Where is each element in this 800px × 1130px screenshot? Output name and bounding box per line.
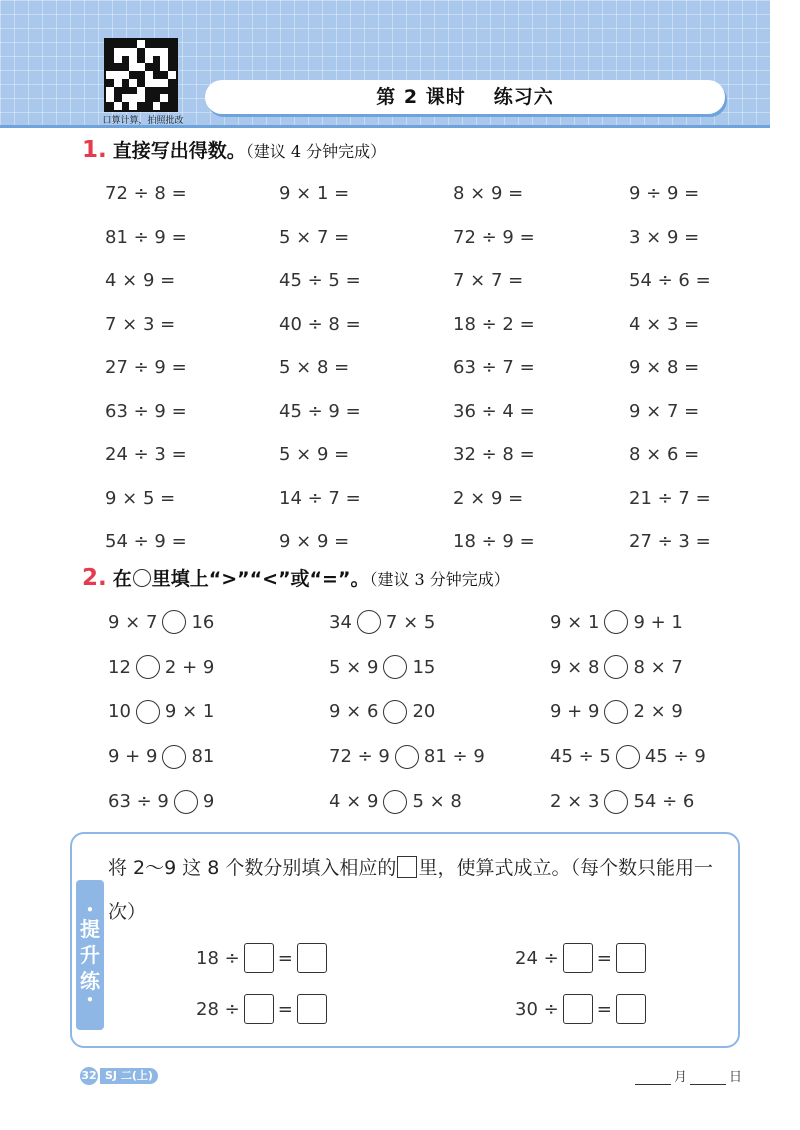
month-label: 月 — [673, 1070, 687, 1085]
problem-item: 45 ÷ 9 = — [279, 400, 361, 422]
extension-equation — [515, 943, 650, 973]
comparison-left: 63 ÷ 9 — [108, 791, 169, 813]
problem-item: 27 ÷ 9 = — [105, 357, 187, 378]
comparison-item — [329, 779, 550, 824]
answer-circle[interactable] — [383, 655, 407, 679]
problem-item: 2 × 9 = — [453, 487, 524, 509]
comparison-item — [550, 600, 750, 645]
section2-title-before: 在 — [112, 568, 132, 590]
equation-dividend: 18 ÷ — [196, 947, 240, 969]
comparison-item — [329, 600, 550, 645]
comparison-left: 9 × 8 — [550, 656, 600, 678]
problem-item: 8 × 6 = — [629, 444, 700, 465]
extension-tab-char: 提 — [80, 917, 100, 941]
qr-code-icon[interactable] — [104, 38, 178, 112]
extension-equation — [515, 994, 650, 1024]
problem-item: 5 × 7 = — [279, 226, 350, 248]
date-field — [632, 1066, 742, 1085]
problem-item: 36 ÷ 4 = — [453, 400, 535, 422]
answer-circle[interactable] — [604, 790, 628, 814]
extension-instruction — [108, 846, 728, 934]
lesson-label: 第 2 课时 — [376, 86, 466, 108]
header-banner — [0, 0, 770, 128]
problem-item: 9 × 1 = — [279, 183, 350, 204]
comparison-right: 20 — [412, 701, 436, 723]
answer-circle[interactable] — [357, 610, 381, 634]
page-number: 32 — [80, 1067, 98, 1085]
problem-item: 72 ÷ 8 = — [105, 183, 187, 204]
comparison-right: 2 + 9 — [164, 656, 215, 678]
problem-item: 27 ÷ 3 = — [629, 531, 711, 552]
comparison-left: 72 ÷ 9 — [329, 746, 390, 768]
square-icon — [397, 856, 417, 878]
section2-heading — [82, 564, 510, 591]
answer-box[interactable] — [616, 994, 646, 1024]
answer-circle[interactable] — [604, 610, 628, 634]
problem-item: 9 × 8 = — [629, 357, 700, 378]
comparison-right: 16 — [191, 611, 215, 633]
answer-circle[interactable] — [136, 655, 160, 679]
answer-circle[interactable] — [162, 745, 186, 769]
answer-circle[interactable] — [136, 700, 160, 724]
page-title — [205, 80, 725, 114]
problem-item: 14 ÷ 7 = — [279, 487, 361, 509]
problem-item: 3 × 9 = — [629, 226, 700, 248]
comparison-left: 9 × 6 — [329, 701, 379, 723]
comparison-right: 81 ÷ 9 — [423, 746, 485, 768]
comparison-item — [550, 645, 750, 690]
problem-item: 9 × 9 = — [279, 531, 350, 552]
edition-label: SJ 二(上) — [100, 1068, 158, 1084]
comparison-item — [108, 645, 329, 690]
comparison-item — [329, 734, 550, 779]
problem-item: 9 × 7 = — [629, 400, 700, 422]
equals-sign: = — [277, 998, 293, 1020]
circle-icon — [133, 569, 151, 587]
problem-item: 18 ÷ 9 = — [453, 531, 535, 552]
comparison-left: 45 ÷ 5 — [550, 746, 611, 768]
answer-circle[interactable] — [162, 610, 186, 634]
problem-item: 8 × 9 = — [453, 183, 524, 204]
comparison-left: 9 × 1 — [550, 611, 600, 633]
comparison-item — [329, 690, 550, 735]
extension-equation — [196, 943, 331, 973]
qr-caption: 口算计算，拍照批改 — [102, 116, 184, 126]
comparison-left: 10 — [108, 701, 131, 723]
comparison-item — [329, 645, 550, 690]
comparison-right: 2 × 9 — [633, 701, 683, 723]
section1-heading — [82, 136, 386, 163]
comparison-left: 9 × 7 — [108, 611, 158, 633]
problem-item: 63 ÷ 7 = — [453, 357, 535, 378]
lesson-title: 练习六 — [493, 86, 554, 108]
answer-circle[interactable] — [616, 745, 640, 769]
problem-item: 9 × 5 = — [105, 487, 176, 509]
equals-sign: = — [596, 947, 612, 969]
section2-number: 2. — [82, 565, 107, 591]
section2-title-after: 里填上“>”“<”或“=”。 — [151, 568, 370, 590]
comparison-item — [108, 690, 329, 735]
problem-item: 4 × 9 = — [105, 270, 176, 291]
answer-box[interactable] — [244, 994, 274, 1024]
section2-comparisons — [108, 600, 748, 824]
extension-equation — [196, 994, 331, 1024]
comparison-left: 9 + 9 — [108, 746, 158, 768]
comparison-right: 15 — [412, 656, 436, 678]
comparison-item — [108, 734, 329, 779]
comparison-right: 81 — [191, 746, 215, 768]
extension-tab-char: 练 — [80, 969, 100, 993]
problem-item: 18 ÷ 2 = — [453, 313, 535, 335]
day-label: 日 — [728, 1070, 742, 1085]
answer-box[interactable] — [297, 994, 327, 1024]
comparison-right: 9 × 1 — [164, 701, 215, 723]
problem-item: 54 ÷ 6 = — [629, 270, 711, 291]
answer-box[interactable] — [563, 994, 593, 1024]
problem-item: 5 × 9 = — [279, 444, 350, 465]
comparison-right: 5 × 8 — [412, 791, 462, 813]
comparison-left: 4 × 9 — [329, 791, 379, 813]
problem-item: 9 ÷ 9 = — [629, 183, 700, 204]
extension-tab-char: 升 — [80, 943, 100, 967]
answer-box[interactable] — [616, 943, 646, 973]
comparison-right: 8 × 7 — [633, 656, 683, 678]
problem-item: 24 ÷ 3 = — [105, 444, 187, 465]
problem-item: 54 ÷ 9 = — [105, 531, 187, 552]
day-blank[interactable] — [690, 1071, 726, 1085]
equation-dividend: 28 ÷ — [196, 998, 240, 1020]
problem-item: 32 ÷ 8 = — [453, 444, 535, 465]
section1-title: 直接写出得数。 — [112, 140, 246, 162]
problem-item: 72 ÷ 9 = — [453, 226, 535, 248]
comparison-item — [108, 779, 329, 824]
comparison-item — [550, 734, 750, 779]
answer-circle[interactable] — [604, 700, 628, 724]
extension-text-after: 里，使算式成立。（每个数只能用一次） — [108, 857, 713, 923]
section1-problems — [105, 172, 745, 564]
problem-item: 7 × 7 = — [453, 270, 524, 291]
comparison-right: 45 ÷ 9 — [644, 746, 706, 768]
problem-item: 21 ÷ 7 = — [629, 487, 711, 509]
problem-item: 5 × 8 = — [279, 357, 350, 378]
section1-note: （建议 4 分钟完成） — [245, 142, 387, 161]
comparison-right: 9 + 1 — [633, 611, 683, 633]
answer-circle[interactable] — [604, 655, 628, 679]
problem-item: 45 ÷ 5 = — [279, 270, 361, 291]
answer-box[interactable] — [244, 943, 274, 973]
problem-item: 40 ÷ 8 = — [279, 313, 361, 335]
comparison-item — [550, 690, 750, 735]
extension-tab: • 提 升 练 • — [76, 880, 104, 1030]
answer-circle[interactable] — [383, 790, 407, 814]
problem-item: 81 ÷ 9 = — [105, 226, 187, 248]
month-blank[interactable] — [635, 1071, 671, 1085]
section2-note: （建议 3 分钟完成） — [369, 570, 510, 589]
equals-sign: = — [596, 998, 612, 1020]
equation-dividend: 24 ÷ — [515, 947, 559, 969]
comparison-item — [550, 779, 750, 824]
extension-text-before: 将 2～9 这 8 个数分别填入相应的 — [108, 857, 397, 879]
answer-circle[interactable] — [383, 700, 407, 724]
section1-number: 1. — [82, 137, 107, 163]
answer-box[interactable] — [297, 943, 327, 973]
problem-item: 4 × 3 = — [629, 313, 700, 335]
problem-item: 63 ÷ 9 = — [105, 400, 187, 422]
answer-box[interactable] — [563, 943, 593, 973]
answer-circle[interactable] — [174, 790, 198, 814]
answer-circle[interactable] — [395, 745, 419, 769]
comparison-left: 9 + 9 — [550, 701, 600, 723]
comparison-item — [108, 600, 329, 645]
equals-sign: = — [277, 947, 293, 969]
comparison-right: 54 ÷ 6 — [633, 791, 695, 813]
comparison-left: 12 — [108, 656, 131, 678]
comparison-left: 34 — [329, 611, 352, 633]
comparison-left: 5 × 9 — [329, 656, 379, 678]
comparison-left: 2 × 3 — [550, 791, 600, 813]
problem-item: 7 × 3 = — [105, 313, 176, 335]
comparison-right: 7 × 5 — [385, 611, 436, 633]
comparison-right: 9 — [202, 791, 215, 813]
equation-dividend: 30 ÷ — [515, 998, 559, 1020]
